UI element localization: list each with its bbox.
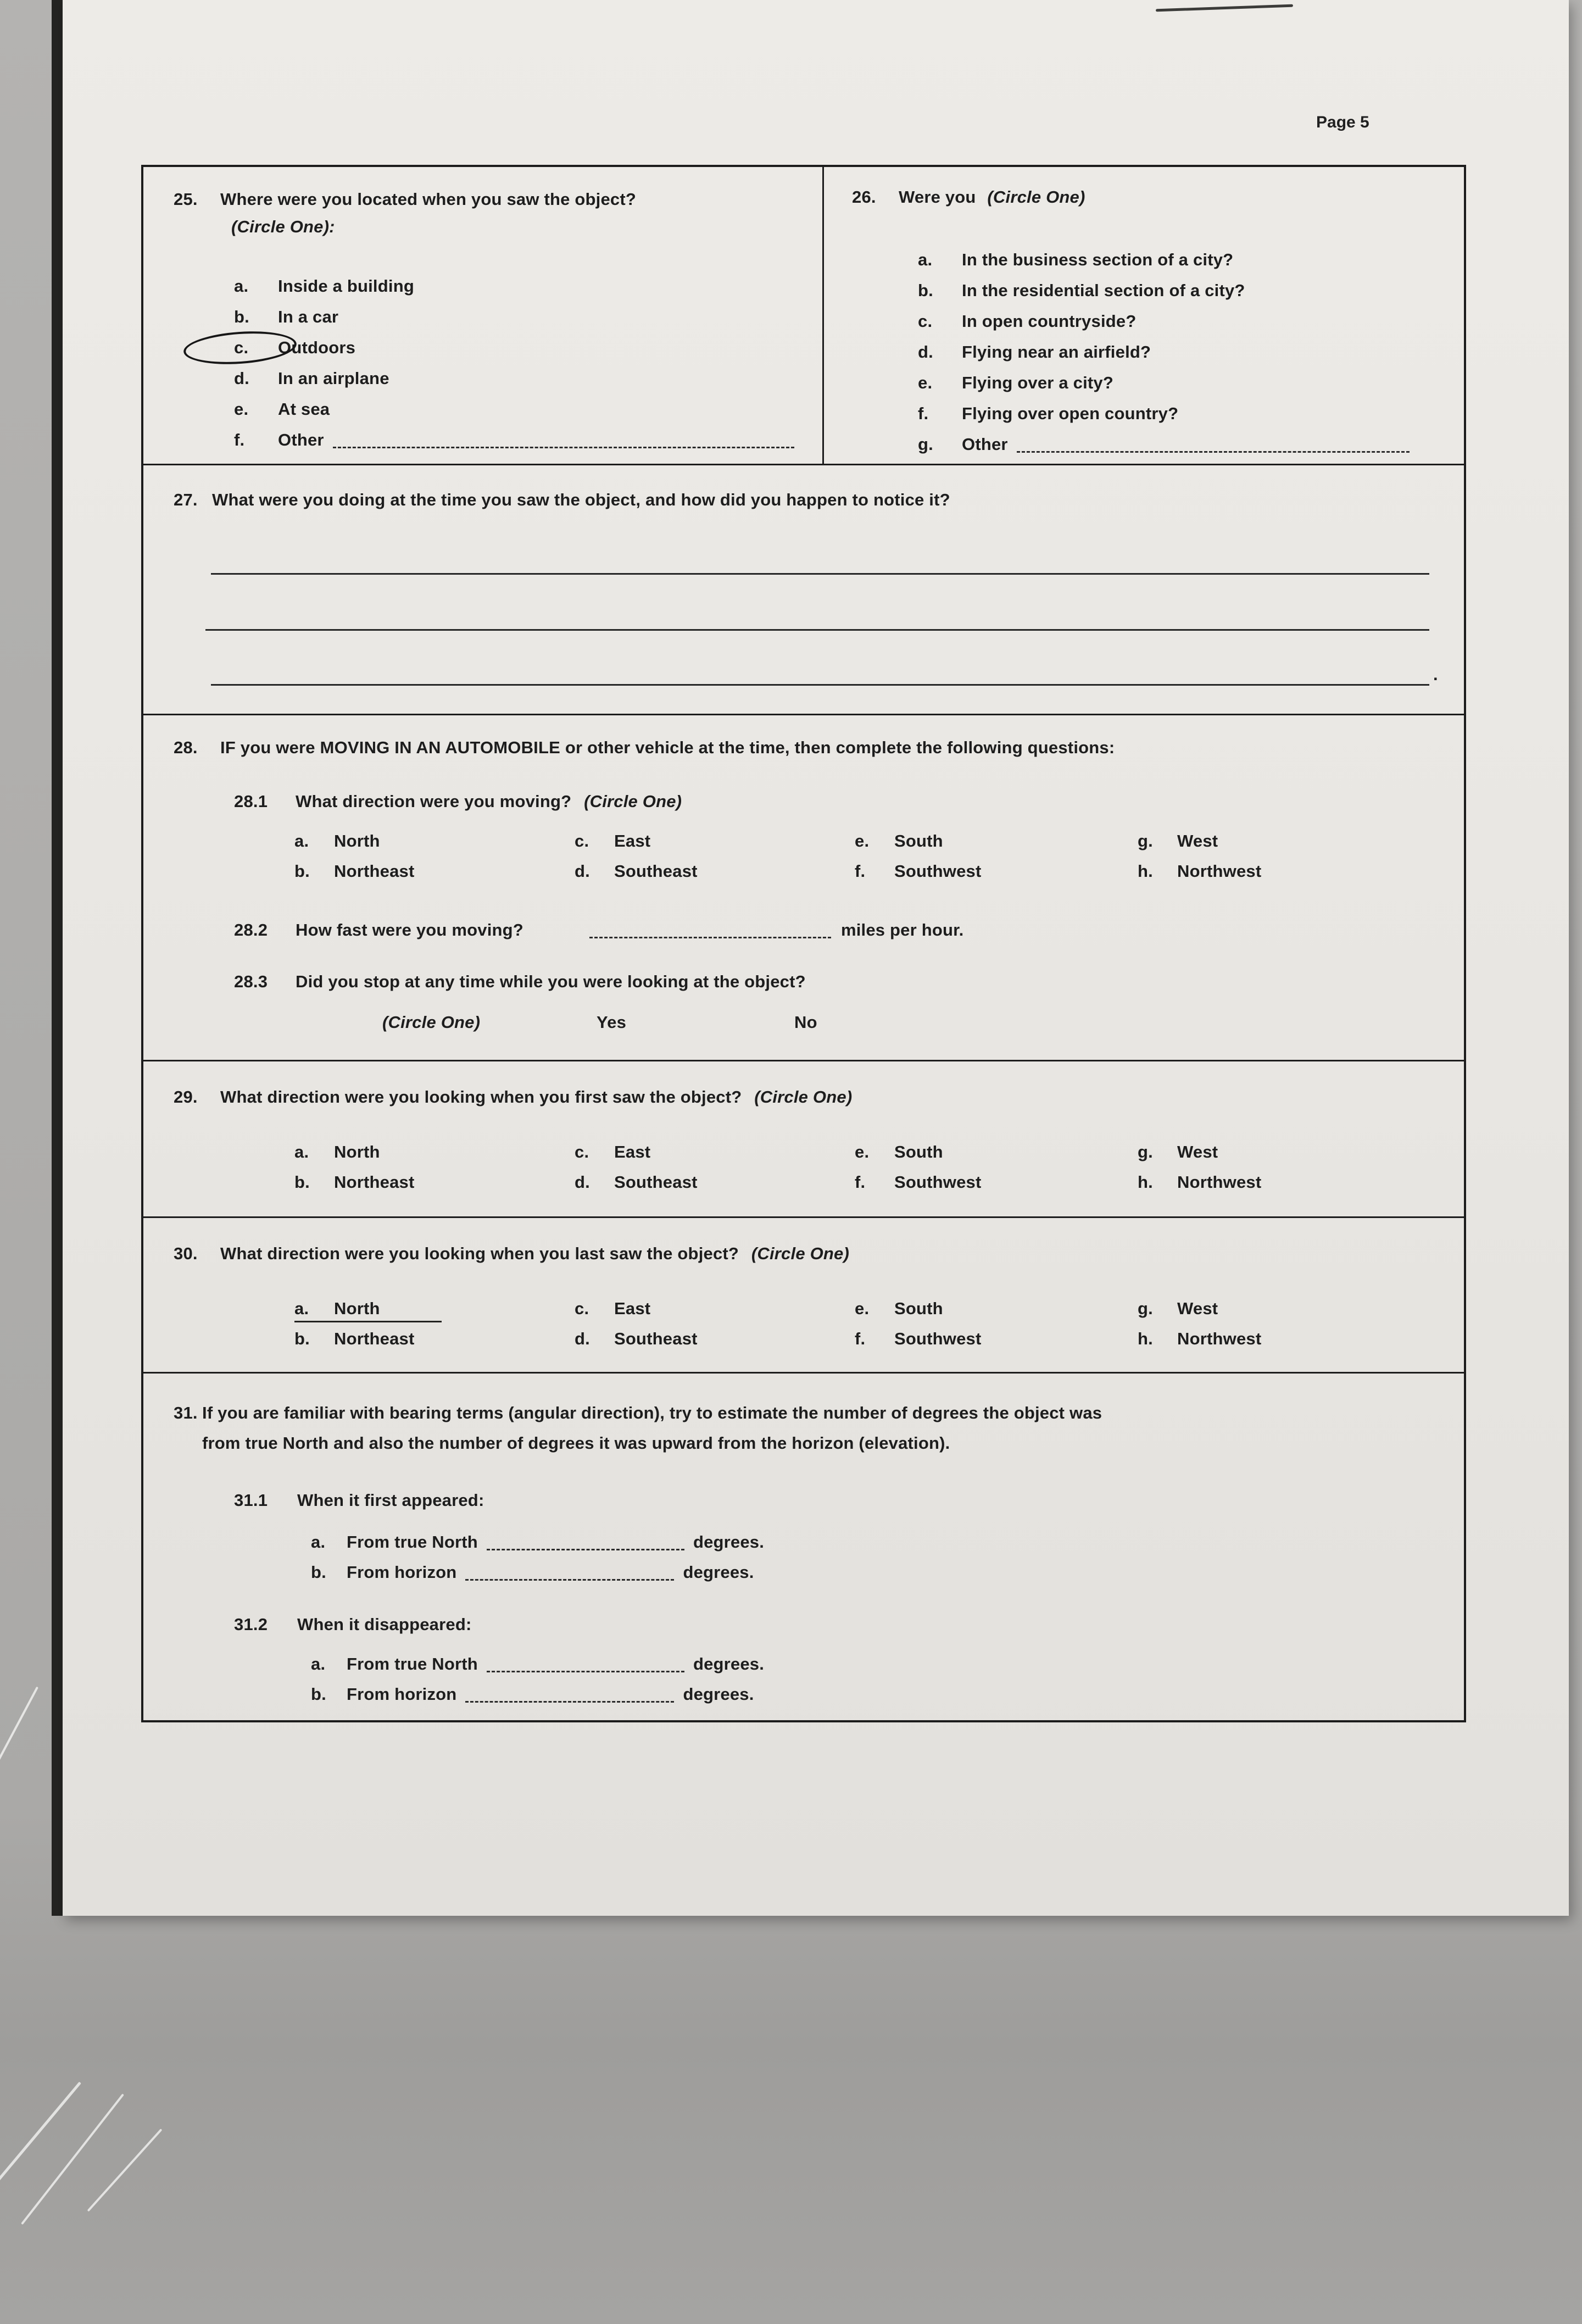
q26-question: Were you — [899, 187, 976, 207]
direction-option-north[interactable] — [294, 1142, 575, 1172]
q30-header — [174, 1243, 1448, 1264]
option-letter: c. — [234, 338, 249, 357]
option-label: South — [894, 831, 943, 850]
option-letter: e. — [234, 399, 249, 419]
q25-other-blank[interactable] — [333, 430, 794, 448]
option-letter: d. — [234, 369, 249, 388]
option-label: East — [614, 831, 651, 850]
item-letter: a. — [311, 1532, 326, 1552]
option-letter: f. — [855, 861, 866, 881]
direction-option-west[interactable] — [1138, 1142, 1448, 1172]
q26-header — [852, 187, 1456, 208]
item-label: From true North — [347, 1532, 478, 1552]
q29-header — [174, 1087, 1448, 1108]
q27-question: What were you doing at the time you saw the object, and how did you happen to notice it? — [212, 490, 950, 509]
degrees-suffix: degrees. — [693, 1654, 765, 1673]
direction-option-northeast[interactable] — [294, 1328, 575, 1359]
q28-question: IF you were MOVING IN AN AUTOMOBILE or other vehicle at the time, then complete the following questions: — [220, 738, 1115, 757]
scratch-mark — [0, 1687, 38, 1775]
q31-question-line2: from true North and also the number of degrees it was upward from the horizon (elevation). — [202, 1433, 950, 1453]
section-q27 — [143, 465, 1464, 715]
direction-option-southwest[interactable] — [855, 861, 1138, 891]
q30-number: 30. — [174, 1244, 198, 1263]
q29-number: 29. — [174, 1087, 198, 1107]
option-label: North — [334, 831, 380, 850]
option-label: Northwest — [1177, 861, 1262, 881]
q26-option-b[interactable] — [918, 280, 1462, 311]
option-label: In an airplane — [278, 369, 389, 388]
scratch-mark — [21, 2094, 124, 2225]
q27-answer-line-2[interactable] — [205, 629, 1429, 631]
direction-option-east[interactable] — [575, 1298, 855, 1328]
direction-option-southeast[interactable] — [575, 1172, 855, 1202]
direction-option-northwest[interactable] — [1138, 1328, 1448, 1359]
q31-1-item-b — [311, 1562, 1135, 1583]
q30-question: What direction were you looking when you last saw the object? — [220, 1244, 739, 1263]
option-label: East — [614, 1142, 651, 1161]
q29-question: What direction were you looking when you first saw the object? — [220, 1087, 742, 1107]
q28-2-number: 28.2 — [234, 920, 268, 939]
option-letter: d. — [575, 1172, 590, 1192]
direction-option-southwest[interactable] — [855, 1172, 1138, 1202]
q31-question-line1: If you are familiar with bearing terms (angular direction), try to estimate the number of degrees the object was — [202, 1403, 1102, 1422]
q27-answer-line-1[interactable] — [211, 573, 1429, 575]
option-label: Other — [962, 435, 1008, 454]
q26-circle-one-label: (Circle One) — [987, 187, 1085, 207]
q28-number: 28. — [174, 738, 198, 757]
q25-header — [174, 186, 805, 241]
direction-option-north[interactable] — [294, 831, 575, 861]
q29-circle-one-label: (Circle One) — [754, 1087, 853, 1107]
scan-edge — [52, 0, 63, 1916]
option-letter: c. — [575, 1142, 589, 1161]
option-label: Outdoors — [278, 338, 356, 357]
q31-1-number: 31.1 — [234, 1491, 268, 1510]
item-letter: b. — [311, 1684, 326, 1704]
q27-answer-line-3[interactable] — [211, 684, 1429, 686]
option-letter: b. — [234, 307, 249, 326]
option-label: North — [334, 1142, 380, 1161]
direction-option-northwest[interactable] — [1138, 861, 1448, 891]
q25-option-a[interactable] — [234, 276, 805, 307]
option-label: Northeast — [334, 1329, 415, 1348]
option-label: East — [614, 1299, 651, 1318]
q27-header — [174, 490, 1437, 510]
q25-option-d[interactable] — [234, 368, 805, 399]
option-letter: b. — [918, 281, 933, 300]
option-letter: d. — [918, 342, 933, 362]
option-letter: g. — [1138, 1142, 1153, 1161]
q25-option-f[interactable] — [234, 430, 805, 460]
q28-header — [174, 737, 1448, 758]
option-letter: a. — [918, 250, 933, 269]
option-letter: a. — [294, 1299, 309, 1318]
q25-circle-one-label: (Circle One): — [231, 217, 335, 236]
q31-1b-degrees-blank[interactable] — [465, 1562, 674, 1581]
degrees-suffix: degrees. — [693, 1532, 765, 1552]
option-letter: d. — [575, 1329, 590, 1348]
q28-2-question: How fast were you moving? — [296, 920, 523, 939]
option-label: West — [1177, 1142, 1218, 1161]
option-letter: h. — [1138, 1329, 1153, 1348]
option-letter: c. — [575, 1299, 589, 1318]
q28-3-circle-one-label: (Circle One) — [382, 1013, 481, 1032]
q30-direction-options — [294, 1298, 1448, 1359]
scratch-mark — [87, 2128, 163, 2211]
option-label: In open countryside? — [962, 312, 1137, 331]
q28-2-speed-blank[interactable] — [589, 920, 831, 938]
q31-header — [174, 1398, 1453, 1458]
q31-2-number: 31.2 — [234, 1615, 268, 1634]
q26-option-f[interactable] — [918, 403, 1462, 434]
option-label: Southeast — [614, 1172, 698, 1192]
option-label: West — [1177, 1299, 1218, 1318]
option-letter: h. — [1138, 1172, 1153, 1192]
item-label: From true North — [347, 1654, 478, 1673]
option-label: In a car — [278, 307, 339, 326]
q31-2a-degrees-blank[interactable] — [487, 1654, 684, 1672]
direction-option-southeast[interactable] — [575, 1328, 855, 1359]
q31-2b-degrees-blank[interactable] — [465, 1684, 674, 1703]
q31-1-label: When it first appeared: — [297, 1491, 484, 1510]
questionnaire-form — [141, 165, 1466, 1722]
q28-2-row — [234, 920, 1415, 941]
option-label: Southwest — [894, 1329, 982, 1348]
q26-option-d[interactable] — [918, 342, 1462, 372]
degrees-suffix: degrees. — [683, 1684, 754, 1704]
option-label: Northeast — [334, 1172, 415, 1192]
direction-option-east[interactable] — [575, 1142, 855, 1172]
q28-3-yes-option[interactable]: Yes — [597, 1013, 627, 1032]
option-letter: c. — [918, 312, 933, 331]
q26-other-blank[interactable] — [1017, 434, 1410, 453]
option-letter: b. — [294, 1172, 310, 1192]
section-q28 — [143, 715, 1464, 1061]
scratch-mark — [0, 2082, 81, 2193]
option-letter: f. — [855, 1329, 866, 1348]
q31-1-header — [234, 1490, 1058, 1511]
option-letter: d. — [575, 861, 590, 881]
q25-question: Where were you located when you saw the object? — [220, 190, 637, 209]
direction-option-west[interactable] — [1138, 831, 1448, 861]
option-label: In the residential section of a city? — [962, 281, 1245, 300]
option-label: West — [1177, 831, 1218, 850]
q26-options — [918, 249, 1462, 465]
paper — [63, 0, 1569, 1916]
section-q25-q26 — [143, 167, 1464, 465]
q28-3-no-option[interactable]: No — [794, 1013, 817, 1032]
option-letter: e. — [855, 831, 870, 850]
option-label: Other — [278, 430, 324, 449]
q31-1a-degrees-blank[interactable] — [487, 1532, 684, 1550]
item-letter: a. — [311, 1654, 326, 1673]
option-letter: b. — [294, 1329, 310, 1348]
q31-2-label: When it disappeared: — [297, 1615, 472, 1634]
option-label: Flying over a city? — [962, 373, 1113, 392]
q30-circle-one-label: (Circle One) — [751, 1244, 849, 1263]
q28-1-direction-options — [294, 831, 1448, 891]
option-letter: e. — [855, 1142, 870, 1161]
option-letter: g. — [918, 435, 933, 454]
option-label: South — [894, 1299, 943, 1318]
q29-direction-options — [294, 1142, 1448, 1202]
direction-option-northwest[interactable] — [1138, 1172, 1448, 1202]
direction-option-east[interactable] — [575, 831, 855, 861]
option-label: At sea — [278, 399, 330, 419]
q26-option-g[interactable] — [918, 434, 1462, 465]
option-letter: f. — [918, 404, 929, 423]
direction-option-southwest[interactable] — [855, 1328, 1138, 1359]
q26-option-c[interactable] — [918, 311, 1462, 342]
direction-option-north-underlined[interactable] — [294, 1298, 442, 1322]
option-letter: g. — [1138, 1299, 1153, 1318]
option-letter: e. — [918, 373, 933, 392]
option-letter: g. — [1138, 831, 1153, 850]
item-letter: b. — [311, 1563, 326, 1582]
q25-option-c-circled[interactable] — [234, 337, 805, 368]
option-letter: h. — [1138, 861, 1153, 881]
direction-option-northeast[interactable] — [294, 861, 575, 891]
option-label: Northwest — [1177, 1172, 1262, 1192]
direction-option-northeast[interactable] — [294, 1172, 575, 1202]
q28-1-header — [234, 791, 1415, 812]
option-label: In the business section of a city? — [962, 250, 1234, 269]
direction-option-south[interactable] — [855, 831, 1138, 861]
direction-option-southeast[interactable] — [575, 861, 855, 891]
q27-trailing-period: . — [1433, 665, 1438, 684]
q25-number: 25. — [174, 190, 198, 209]
q26-option-e[interactable] — [918, 372, 1462, 403]
option-label: Southwest — [894, 1172, 982, 1192]
q26-option-a[interactable] — [918, 249, 1462, 280]
option-letter: b. — [294, 861, 310, 881]
option-label: Southwest — [894, 861, 982, 881]
page-number: Page 5 — [1316, 113, 1369, 131]
q25-options — [234, 276, 805, 460]
q31-2-item-b — [311, 1684, 1135, 1705]
section-q31 — [143, 1374, 1464, 1720]
option-label: Inside a building — [278, 276, 414, 296]
q26-number: 26. — [852, 187, 876, 207]
item-label: From horizon — [347, 1684, 457, 1704]
option-label: Southeast — [614, 861, 698, 881]
direction-option-south[interactable] — [855, 1142, 1138, 1172]
option-label: Northwest — [1177, 1329, 1262, 1348]
direction-option-south[interactable] — [855, 1298, 1138, 1328]
item-label: From horizon — [347, 1563, 457, 1582]
option-letter: c. — [575, 831, 589, 850]
section-q29 — [143, 1061, 1464, 1218]
option-label: Northeast — [334, 861, 415, 881]
column-divider — [822, 167, 824, 464]
section-q30 — [143, 1218, 1464, 1374]
q31-1-item-a — [311, 1532, 1135, 1553]
option-label: Southeast — [614, 1329, 698, 1348]
direction-option-west[interactable] — [1138, 1298, 1448, 1328]
q28-3-header — [234, 971, 1415, 992]
option-letter: e. — [855, 1299, 870, 1318]
q25-option-e[interactable] — [234, 399, 805, 430]
option-label: Flying over open country? — [962, 404, 1179, 423]
q31-2-item-a — [311, 1654, 1135, 1675]
q25-option-b[interactable] — [234, 307, 805, 337]
option-label: South — [894, 1142, 943, 1161]
q31-2-header — [234, 1614, 1058, 1635]
q27-number: 27. — [174, 490, 198, 509]
option-letter: a. — [234, 276, 249, 296]
q28-1-question: What direction were you moving? — [296, 792, 572, 811]
q28-1-circle-one-label: (Circle One) — [584, 792, 682, 811]
q28-3-question: Did you stop at any time while you were looking at the object? — [296, 972, 806, 991]
q31-number: 31. — [174, 1403, 198, 1422]
scan-artifact — [1156, 4, 1293, 12]
option-label: North — [334, 1299, 380, 1318]
q28-3-number: 28.3 — [234, 972, 268, 991]
q28-1-number: 28.1 — [234, 792, 268, 811]
option-letter: a. — [294, 1142, 309, 1161]
option-letter: a. — [294, 831, 309, 850]
option-label: Flying near an airfield? — [962, 342, 1151, 362]
option-letter: f. — [234, 430, 245, 449]
q28-2-suffix: miles per hour. — [840, 920, 964, 939]
degrees-suffix: degrees. — [683, 1563, 754, 1582]
option-letter: f. — [855, 1172, 866, 1192]
